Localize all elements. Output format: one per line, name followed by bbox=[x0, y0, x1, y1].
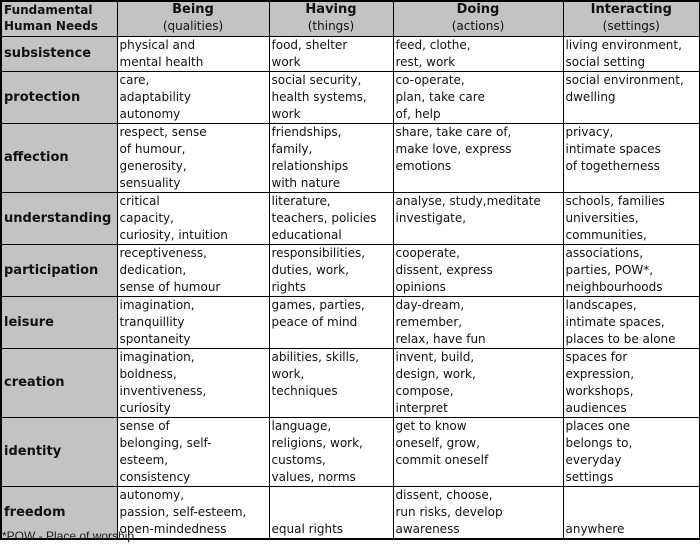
cell-being: care, adaptability autonomy bbox=[117, 71, 269, 123]
need-label: protection bbox=[1, 71, 117, 123]
cell-being: sense of belonging, self- esteem, consistency bbox=[117, 417, 269, 486]
table-row-affection bbox=[1, 123, 700, 192]
cell-doing: dissent, choose, run risks, develop awareness bbox=[393, 486, 563, 539]
need-label: freedom bbox=[1, 486, 117, 539]
table-row-creation bbox=[1, 348, 700, 417]
cell-interacting: spaces for expression, workshops, audiences bbox=[563, 348, 700, 417]
cell-doing: feed, clothe, rest, work bbox=[393, 36, 563, 71]
column-header-interacting: Interacting (settings) bbox=[563, 1, 700, 36]
cell-doing: day-dream, remember, relax, have fun bbox=[393, 296, 563, 348]
cell-doing: co-operate, plan, take care of, help bbox=[393, 71, 563, 123]
cell-interacting: places one belongs to, everyday settings bbox=[563, 417, 700, 486]
cell-having: language, religions, work, customs, values, norms bbox=[269, 417, 393, 486]
cell-being: physical and mental health bbox=[117, 36, 269, 71]
cell-being: critical capacity, curiosity, intuition bbox=[117, 192, 269, 244]
cell-doing: get to know oneself, grow, commit oneself bbox=[393, 417, 563, 486]
cell-having: abilities, skills, work, techniques bbox=[269, 348, 393, 417]
table-row-leisure bbox=[1, 296, 700, 348]
cell-interacting: privacy, intimate spaces of togetherness bbox=[563, 123, 700, 192]
table-row-identity bbox=[1, 417, 700, 486]
cell-being: receptiveness, dedication, sense of humour bbox=[117, 244, 269, 296]
cell-interacting: schools, families universities, communities, bbox=[563, 192, 700, 244]
corner-header: Fundamental Human Needs bbox=[1, 1, 117, 36]
cell-doing: invent, build, design, work, compose, interpret bbox=[393, 348, 563, 417]
need-label: subsistence bbox=[1, 36, 117, 71]
cell-having: equal rights bbox=[269, 486, 393, 539]
cell-interacting: anywhere bbox=[563, 486, 700, 539]
cell-having: friendships, family, relationships with nature bbox=[269, 123, 393, 192]
cell-having: literature, teachers, policies educational bbox=[269, 192, 393, 244]
table-row-participation bbox=[1, 244, 700, 296]
cell-having: responsibilities, duties, work, rights bbox=[269, 244, 393, 296]
cell-having: social security, health systems, work bbox=[269, 71, 393, 123]
need-label: affection bbox=[1, 123, 117, 192]
footnote: *POW - Place of worship bbox=[2, 529, 135, 543]
cell-being: imagination, boldness, inventiveness, curiosity bbox=[117, 348, 269, 417]
need-label: leisure bbox=[1, 296, 117, 348]
table-row-subsistence bbox=[1, 36, 700, 71]
cell-having: games, parties, peace of mind bbox=[269, 296, 393, 348]
cell-doing: share, take care of, make love, express emotions bbox=[393, 123, 563, 192]
need-label: identity bbox=[1, 417, 117, 486]
cell-interacting: landscapes, intimate spaces, places to be alone bbox=[563, 296, 700, 348]
table-row-protection bbox=[1, 71, 700, 123]
header-row bbox=[1, 1, 700, 36]
column-header-having: Having (things) bbox=[269, 1, 393, 36]
need-label: understanding bbox=[1, 192, 117, 244]
need-label: creation bbox=[1, 348, 117, 417]
cell-being: imagination, tranquillity spontaneity bbox=[117, 296, 269, 348]
cell-interacting: social environment, dwelling bbox=[563, 71, 700, 123]
table-row-understanding bbox=[1, 192, 700, 244]
cell-interacting: associations, parties, POW*, neighbourhoods bbox=[563, 244, 700, 296]
cell-having: food, shelter work bbox=[269, 36, 393, 71]
column-header-being: Being (qualities) bbox=[117, 1, 269, 36]
cell-doing: cooperate, dissent, express opinions bbox=[393, 244, 563, 296]
cell-interacting: living environment, social setting bbox=[563, 36, 700, 71]
column-header-doing: Doing (actions) bbox=[393, 1, 563, 36]
cell-being: respect, sense of humour, generosity, sensuality bbox=[117, 123, 269, 192]
cell-doing: analyse, study,meditate investigate, bbox=[393, 192, 563, 244]
cell-being: autonomy, passion, self-esteem, open-mindedness bbox=[117, 486, 269, 539]
need-label: participation bbox=[1, 244, 117, 296]
